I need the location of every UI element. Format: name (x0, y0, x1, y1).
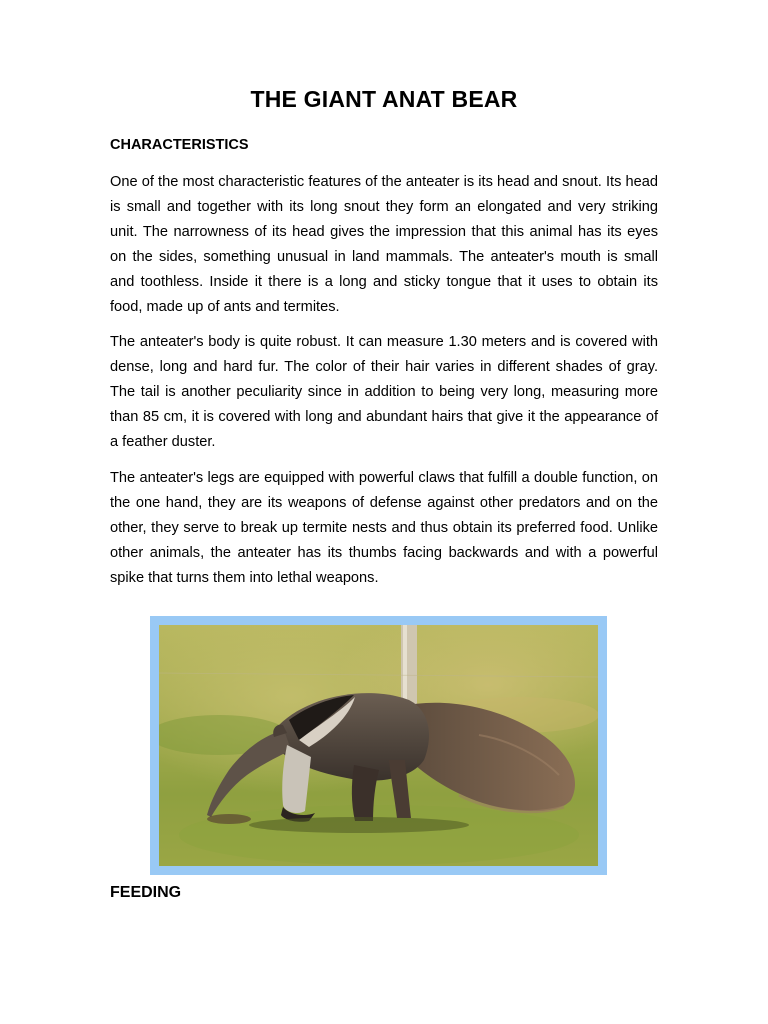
photo-frame (150, 616, 607, 875)
document-title: THE GIANT ANAT BEAR (250, 86, 518, 112)
anteater-photo (159, 625, 598, 866)
section-heading-characteristics: CHARACTERISTICS (110, 137, 249, 153)
paragraph-head-and-snout: One of the most characteristic features of the anteater is its head and snout. Its head is small and together with its long snout they form an elongated and very striking unit. The narrowness of its head gives the impression that this animal has its eyes on the sides, something unusual in land mammals. The anteater's mouth is small and toothless. Inside it there is a long and sticky tongue that it uses to obtain its food, made up of ants and termites. (110, 174, 658, 315)
paragraph-legs: The anteater's legs are equipped with powerful claws that fulfill a double function, on the one hand, they are its weapons of defense against other predators and on the other, they serve to break up termite nests and thus obtain its preferred food. Unlike other animals, the anteater has its thumbs facing backwards and with a powerful spike that turns them into lethal weapons. (110, 470, 658, 586)
paragraph-body: The anteater's body is quite robust. It can measure 1.30 meters and is covered with dense, long and hard fur. The color of their hair varies in different shades of gray. The tail is another peculiarity since in addition to being very long, measuring more than 85 cm, it is covered with long and abundant hairs that give it the appearance of a feather duster. (110, 334, 658, 450)
section-heading-feeding: FEEDING (110, 884, 182, 901)
